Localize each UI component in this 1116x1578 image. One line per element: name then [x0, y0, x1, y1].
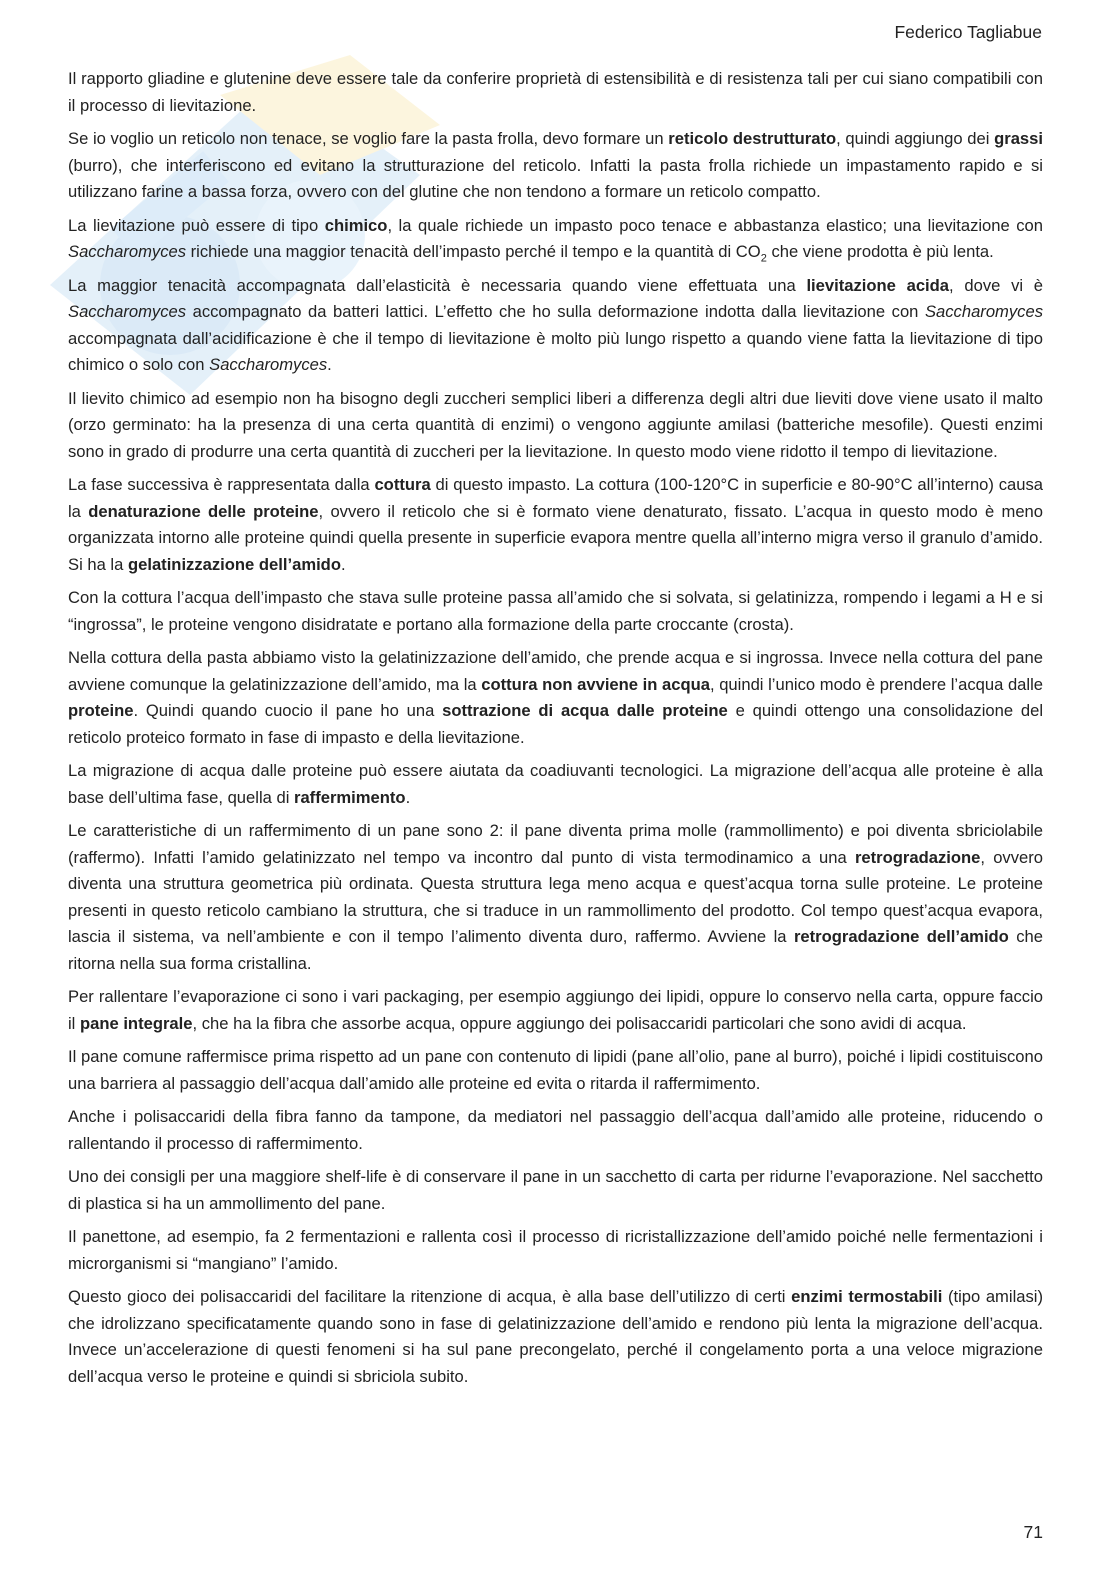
paragraph — [68, 1104, 1043, 1157]
text-run: e quindi ottengo una consolidazione del reticolo proteico formato in fase di impasto e della lievitazione. — [68, 701, 1044, 747]
bold-term: enzimi termostabili — [791, 1287, 943, 1306]
text-run: accompagnato da batteri lattici. L’effetto che ho sulla deformazione indotta dalla lievitazione con — [186, 302, 925, 321]
paragraph — [68, 213, 1043, 266]
text-run: , la quale richiede un impasto poco tenace e abbastanza elastico; una lievitazione con — [387, 215, 1043, 235]
bold-term: pane integrale — [79, 1013, 193, 1033]
text-run: Uno dei consigli per una maggiore shelf-life è di conservare il pane in un sacchetto di carta per ridurne l’evaporazione. Nel sacchetto di plastica si ha un ammollimento del pane. — [68, 1167, 1043, 1213]
bold-term: reticolo destrutturato — [668, 129, 837, 148]
text-run: Con la cottura l’acqua dell’impasto che stava sulle proteine passa all’amido che si solvata, si gelatinizza, rompendo i legami a H e si “ingrossa”, le proteine vengono disidratate e portano alla formazione della parte croccante (crosta). — [68, 588, 1043, 634]
text-run: Il panettone, ad esempio, fa 2 fermentazioni e rallenta così il processo di ricristallizzazione dell’amido poiché nelle fermentazioni i microrganismi si “mangiano” l’amido. — [68, 1227, 1043, 1273]
text-run: . — [327, 355, 332, 374]
bold-term: denaturazione delle proteine — [88, 501, 319, 521]
italic-term: Saccharomyces — [68, 302, 187, 321]
paragraph — [68, 472, 1043, 578]
text-run: . — [405, 787, 411, 807]
text-run: La fase successiva è rappresentata dalla — [68, 475, 375, 494]
text-run: La migrazione di acqua dalle proteine può essere aiutata da coadiuvanti tecnologici. La migrazione dell’acqua alle proteine è alla base dell’ultima fase, quella di — [68, 761, 1043, 807]
paragraph — [68, 1164, 1043, 1217]
bold-term: sottrazione di acqua dalle proteine — [442, 701, 728, 720]
text-run: Il pane comune raffermisce prima rispetto ad un pane con contenuto di lipidi (pane all’olio, pane al burro), poiché i lipidi costituiscono una barriera al passaggio dell’acqua dall’amido alle proteine ed evita o ritarda il raffermimento. — [68, 1047, 1043, 1093]
text-run: La lievitazione può essere di tipo — [68, 215, 325, 235]
text-run: , ovvero il reticolo che si è formato viene denaturato, fissato. L’acqua in questo modo è meno organizzata intorno alle proteine quindi quella presente in superficie evapora mentre quella all’interno migra verso il granulo d’amido. Si ha la — [68, 501, 1044, 574]
text-run: , ovvero diventa una struttura geometrica più ordinata. Questa struttura lega meno acqua e quest’acqua torna sulle proteine. Le proteine presenti in questo reticolo cambiano la struttura, che si traduce in un rammollimento del prodotto. Col tempo quest’acqua evapora, lascia il sistema, va nell’ambiente e con il tempo l’alimento diventa duro, raffermo. Avviene la — [68, 847, 1044, 946]
text-run: Le caratteristiche di un raffermimento di un pane sono 2: il pane diventa prima molle (rammollimento) e poi diventa sbriciolabile (raffermo). Infatti l’amido gelatinizzato nel tempo va incontro dal punto di vista termodinamico a una — [68, 821, 1043, 867]
text-run: Nella cottura della pasta abbiamo visto la gelatinizzazione dell’amido, che prende acqua e si ingrossa. Invece nella cottura del pane avviene comunque la gelatinizzazione dell’amido, ma la — [68, 648, 1043, 694]
text-run: Questo gioco dei polisaccaridi del facilitare la ritenzione di acqua, è alla base dell’utilizzo di certi — [68, 1287, 792, 1306]
text-run: , dove vi è — [949, 275, 1043, 295]
text-run: di questo impasto. La cottura (100-120°C in superficie e 80-90°C all’interno) causa la — [68, 475, 1043, 521]
paragraph — [68, 1224, 1043, 1277]
paragraph — [68, 1284, 1043, 1390]
paragraph — [68, 645, 1043, 751]
bold-term: chimico — [324, 215, 388, 235]
text-run: accompagnata dall’acidificazione è che il tempo di lievitazione è molto più lungo rispetto a quando viene fatta la lievitazione di tipo chimico o solo con — [68, 328, 1043, 374]
paragraph — [68, 273, 1043, 379]
paragraph — [68, 1044, 1043, 1097]
document-body — [68, 66, 1043, 1397]
paragraph — [68, 66, 1043, 119]
text-run: che ritorna nella sua forma cristallina. — [68, 927, 1044, 973]
paragraph — [68, 758, 1043, 811]
paragraph — [68, 818, 1043, 977]
text-run: Per rallentare l’evaporazione ci sono i vari packaging, per esempio aggiungo dei lipidi, oppure lo conservo nella carta, oppure faccio il — [68, 987, 1043, 1033]
page-header-author: Federico Tagliabue — [894, 22, 1042, 42]
paragraph — [68, 585, 1043, 638]
bold-term: grassi — [994, 129, 1043, 148]
text-run: (burro), che interferiscono ed evitano la strutturazione del reticolo. Infatti la pasta frolla richiede un impastamento rapido e si utilizzano farine a bassa forza, ovvero con del glutine che non tendono a formare un reticolo compatto. — [68, 155, 1043, 201]
text-run: Il rapporto gliadine e glutenine deve essere tale da conferire proprietà di estensibilità e di resistenza tali per cui siano compatibili con il processo di lievitazione. — [68, 69, 1043, 115]
text-run: , quindi l’unico modo è prendere l’acqua dalle — [709, 674, 1043, 694]
bold-term: proteine — [68, 701, 134, 720]
italic-term: Saccharomyces — [924, 302, 1043, 321]
subscript: 2 — [760, 252, 767, 265]
paragraph — [68, 126, 1043, 206]
text-run: , che ha la fibra che assorbe acqua, oppure aggiungo dei polisaccaridi particolari che sono avidi di acqua. — [192, 1013, 967, 1033]
bold-term: retrogradazione dell’amido — [793, 927, 1009, 946]
text-run: , quindi aggiungo dei — [836, 129, 995, 148]
text-run: (tipo amilasi) che idrolizzano specificatamente quando sono in fase di gelatinizzazione dell’amido e rendono più lenta la migrazione dell’acqua. Invece un’accelerazione di questi fenomeni si ha sul pane precongelato, perché il congelamento porta a una veloce migrazione dell’acqua verso le proteine e quindi si sbriciola subito. — [68, 1287, 1043, 1386]
bold-term: gelatinizzazione dell’amido — [127, 554, 341, 574]
text-run: La maggior tenacità accompagnata dall’elasticità è necessaria quando viene effettuata una — [68, 275, 807, 295]
text-run: . — [340, 554, 346, 574]
text-run: . Quindi quando cuocio il pane ho una — [133, 701, 443, 720]
bold-term: lievitazione acida — [806, 275, 950, 295]
bold-term: cottura non avviene in acqua — [481, 674, 710, 694]
text-run: Se io voglio un reticolo non tenace, se voglio fare la pasta frolla, devo formare un — [68, 129, 669, 148]
bold-term: cottura — [374, 475, 431, 494]
bold-term: retrogradazione — [854, 847, 981, 867]
bold-term: raffermimento — [294, 787, 406, 807]
paragraph — [68, 386, 1043, 466]
paragraph — [68, 984, 1043, 1037]
text-run: Anche i polisaccaridi della fibra fanno da tampone, da mediatori nel passaggio dell’acqua dall’amido alle proteine, riducendo o rallentando il processo di raffermimento. — [68, 1107, 1043, 1153]
text-run: richiede una maggior tenacità dell’impasto perché il tempo e la quantità di CO — [186, 242, 761, 261]
text-run: che viene prodotta è più lenta. — [766, 242, 994, 261]
italic-term: Saccharomyces — [68, 242, 187, 261]
page-number: 71 — [1023, 1522, 1043, 1542]
text-run: Il lievito chimico ad esempio non ha bisogno degli zuccheri semplici liberi a differenza degli altri due lieviti dove viene usato il malto (orzo germinato: ha la presenza di una certa quantità di enzimi) o vengono aggiunte amilasi (batteriche mesofile). Questi enzimi sono in grado di produrre una certa quantità di zuccheri per la lievitazione. In questo modo viene ridotto il tempo di lievitazione. — [68, 388, 1043, 461]
italic-term: Saccharomyces — [209, 355, 328, 374]
